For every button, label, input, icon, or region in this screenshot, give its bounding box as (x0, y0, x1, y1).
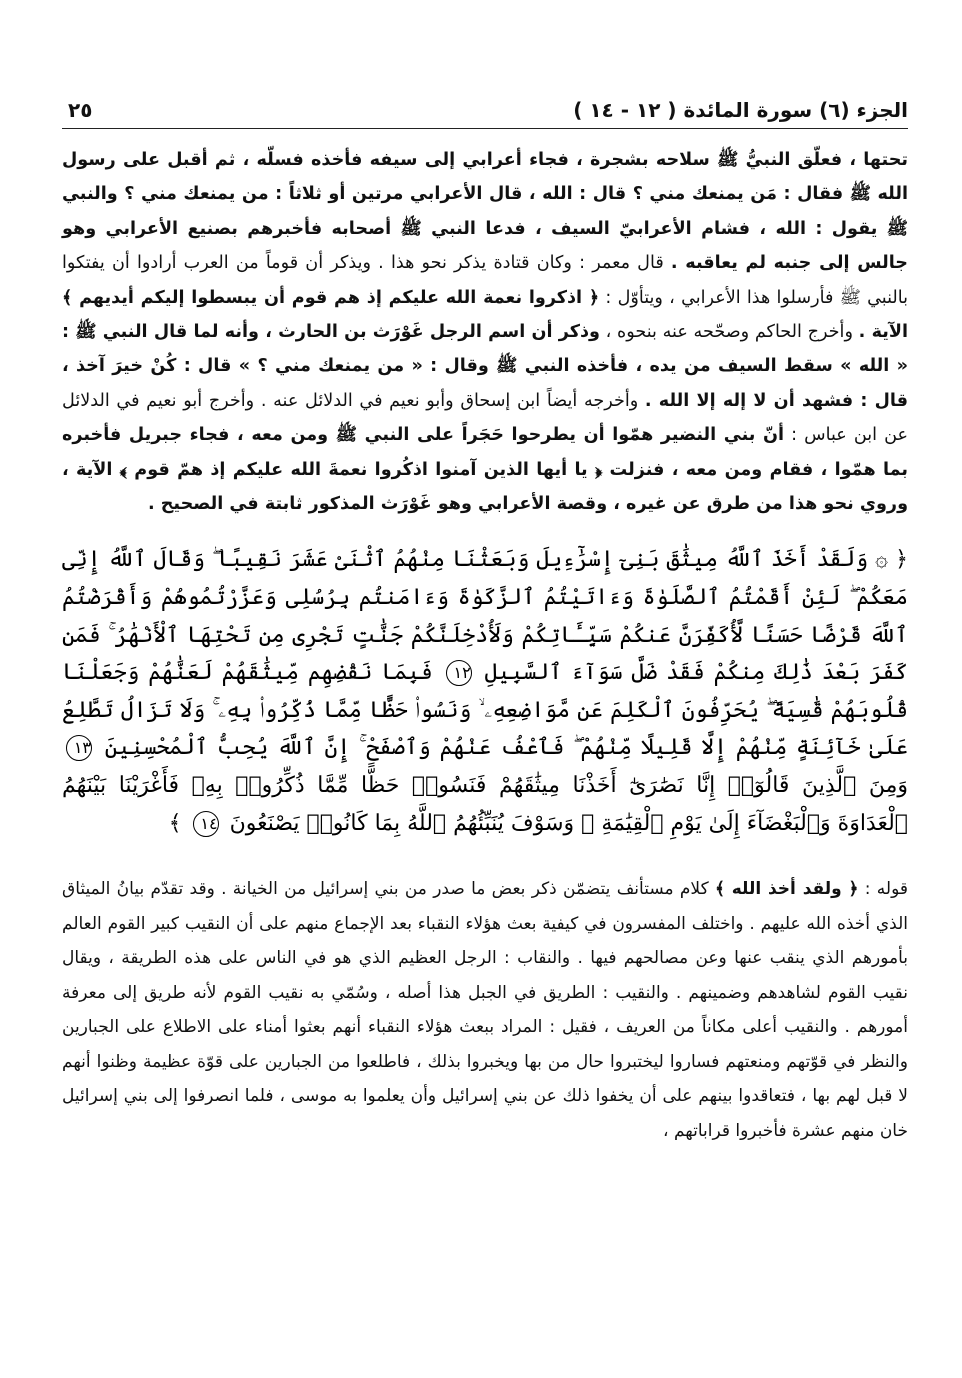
page-header (62, 90, 908, 129)
commentary-bottom-paragraph (62, 872, 908, 1148)
book-page (62, 90, 908, 1148)
hadith-bold-2: وذكر أن اسم الرجل غَوْرَث بن الحارث ، وأنه لما قال النبي ﷺ : « الله » سقط السيف من يده ، فأخذه النبي ﷺ وقال : « من يمنعك مني ؟ » قال : كُنْ خيرَ آخذ ، قال : فشهد أن لا إله إلا الله . (62, 322, 909, 411)
hadith-bold-3: أنّ بني النضير همّوا أن يطرحوا حَجَراً على النبي ﷺ ومن معه ، فجاء جبريل فأخبره بما همّوا ، فقام ومن معه ، فنزلت ﴿ يا أيها الذين آمنوا اذكُروا نعمةَ الله عليكم إذ همّ قوم ﴾ الآية ، وروي نحو هذا من طرق عن غيره ، وقصة الأعرابي وهو غَوْرَث المذكور ثابتة في الصحيح . (62, 425, 908, 515)
commentary-plain-1: قال معمر : وكان قتادة يذكر نحو هذا . ويذكر أن قوماً من العرب أرادوا أن يفتكوا بالنبي ﷺ فأرسلوا هذا الأعرابي ، ويتأوّل : (62, 253, 908, 308)
hadith-bold-1: تحتها ، فعلّق النبيُّ ﷺ سلاحه بشجرة ، فجاء أعرابي إلى سيفه فأخذه فسلّه ، ثم أقبل على رسول الله ﷺ فقال : مَن يمنعك مني ؟ قال : الله ، قال الأعرابي مرتين أو ثلاثاً : من يمنعك مني ؟ والنبي ﷺ يقول : الله ، فشام الأعرابيّ السيف ، فدعا النبي ﷺ أصحابه فأخبرهم بصنيع الأعرابي وهو جالس إلى جنبه لم يعاقبه . (62, 150, 908, 274)
ayah-marker-12: ١٢ (446, 660, 472, 686)
verse-12: وَلَقَدْ أَخَذَ ٱللَّهُ مِيثَٰقَ بَنِىٓ إِسْرَٰٓءِيلَ وَبَعَثْنَا مِنْهُمُ ٱثْنَىْ عَشَرَ نَقِيبًا ۖ وَقَالَ ٱللَّهُ إِنِّى مَعَكُمْ ۖ لَئِنْ أَقَمْتُمُ ٱلصَّلَوٰةَ وَءَاتَيْتُمُ ٱلزَّكَوٰةَ وَءَامَنتُم بِرُسُلِى وَعَزَّرْتُمُوهُمْ وَأَقْرَضْتُمُ ٱللَّهَ قَرْضًا حَسَنًا لَّأُكَفِّرَنَّ عَنكُمْ سَيِّـَٔاتِكُمْ وَلَأُدْخِلَنَّكُمْ جَنَّٰتٍ تَجْرِى مِن تَحْتِهَا ٱلْأَنْهَٰرُ ۚ فَمَن كَفَرَ بَعْدَ ذَٰلِكَ مِنكُمْ فَقَدْ ضَلَّ سَوَآءَ ٱلسَّبِيلِ (62, 547, 908, 686)
commentary-body: كلام مستأنف يتضمّن ذكر بعض ما صدر من بني إسرائيل من الخيانة . وقد تقدّم بيانُ الميثاق الذي أخذه الله عليهم . واختلف المفسرون في كيفية بعث هؤلاء النقباء بعد الإجماع منهم على أن النقيب كبير القوم العالم بأمورهم الذي ينقب عنها وعن مصالحهم فيها . والنقاب : الرجل العظيم الذي هو في الناس على هذه الطريقة ، ويقال نقيب القوم لشاهدهم وضمينهم . والنقيب : الطريق في الجبل هذا أصله ، وسُمّي به نقيب القوم لأنه طريق إلى معرفة أمورهم . والنقيب أعلى مكاناً من العريف ، فقيل : المراد ببعث هؤلاء النقباء أنهم بعثوا أمناء على الاطلاع على الجبارين والنظر في قوّتهم ومنعتهم فساروا ليختبروا حال من بها ويخبروا بذلك ، فاطلعوا من الجبارين على قوّة عظيمة وظنوا أنهم لا قبل لهم بها ، فتعاقدوا بينهم على أن يخفوا ذلك عن بني إسرائيل وأن يعلموا به موسى ، فلما انصرفوا إلى بني إسرائيل خان منهم عشرة فأخبروا قراباتهم ، (62, 879, 908, 1141)
page-number: ٢٥ (68, 98, 93, 122)
commentary-intro: قوله : (858, 879, 908, 900)
verse-13: فَبِمَا نَقْضِهِم مِّيثَٰقَهُمْ لَعَنَّٰهُمْ وَجَعَلْنَا قُلُوبَهُمْ قَٰسِيَةً ۖ يُحَرِّفُونَ ٱلْكَلِمَ عَن مَّوَاضِعِهِۦ ۙ وَنَسُوا۟ حَظًّا مِّمَّا ذُكِّرُوا۟ بِهِۦ ۚ وَلَا تَزَالُ تَطَّلِعُ عَلَىٰ خَآئِنَةٍ مِّنْهُمْ إِلَّا قَلِيلًا مِّنْهُمْ ۖ فَٱعْفُ عَنْهُمْ وَٱصْفَحْ ۚ إِنَّ ٱللَّهَ يُحِبُّ ٱلْمُحْسِنِينَ (62, 660, 909, 761)
quran-quote-bold: ﴿ اذكروا نعمة الله عليكم إذ هم قوم أن يبسطوا إليكم أيديهم ﴾ الآية . (62, 287, 908, 343)
ayah-marker-14: ١٤ (193, 811, 219, 837)
commentary-top (62, 143, 908, 521)
quran-verses (62, 541, 908, 842)
ayah-marker-13: ١٣ (66, 735, 92, 761)
closing-bracket: ﴾ (168, 810, 182, 836)
commentary-plain-2: وأخرج الحاكم وصحّحه عنه بنحوه ، (599, 322, 859, 343)
commentary-top-paragraph (62, 143, 908, 521)
running-title: الجزء (٦) سورة المائدة ( ١٢ - ١٤ ) (573, 98, 908, 122)
opening-bracket: ﴿ ۞ (875, 547, 908, 573)
commentary-plain-3: وأخرجه أيضاً ابن إسحاق وأبو نعيم في الدلائل عنه . وأخرج أبو نعيم في الدلائل عن ابن عباس : (62, 390, 908, 446)
commentary-bottom (62, 872, 908, 1148)
verse-14: وَمِنَ ٱلَّذِينَ قَالُوٓا۟ إِنَّا نَصَٰرَىٰٓ أَخَذْنَا مِيثَٰقَهُمْ فَنَسُوا۟ حَظًّا مِّمَّا ذُكِّرُوا۟ بِهِۦ فَأَغْرَيْنَا بَيْنَهُمُ ٱلْعَدَاوَةَ وَٱلْبَغْضَآءَ إِلَىٰ يَوْمِ ٱلْقِيَٰمَةِ ۚ وَسَوْفَ يُنَبِّئُهُمُ ٱللَّهُ بِمَا كَانُوا۟ يَصْنَعُونَ (62, 773, 908, 836)
commentary-quoted-verse: ﴿ ولقد أخذ الله ﴾ (714, 879, 859, 900)
